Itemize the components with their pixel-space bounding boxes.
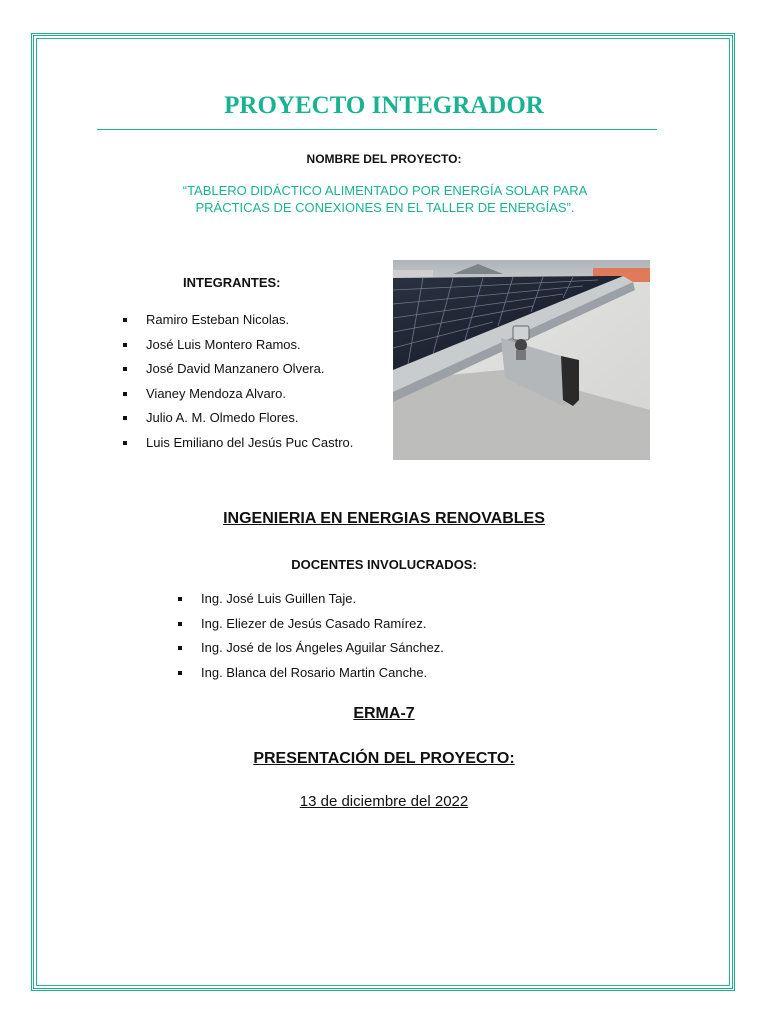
project-name: “TABLERO DIDÁCTICO ALIMENTADO POR ENERGÍA SOLAR PARA PRÁCTICAS DE CONEXIONES EN EL TALLER DE ENERGÍAS”. bbox=[182, 183, 588, 215]
career-title: INGENIERIA EN ENERGIAS RENOVABLES bbox=[223, 510, 545, 527]
members-label: INTEGRANTES: bbox=[183, 275, 281, 290]
project-name-label: NOMBRE DEL PROYECTO: bbox=[306, 152, 462, 166]
bullet-icon bbox=[178, 597, 182, 601]
bullet-icon bbox=[178, 646, 182, 650]
page-title: PROYECTO INTEGRADOR bbox=[224, 92, 544, 119]
presentation-label: PRESENTACIÓN DEL PROYECTO: bbox=[253, 750, 515, 767]
presentation-date: 13 de diciembre del 2022 bbox=[299, 793, 469, 810]
bullet-icon bbox=[178, 671, 182, 675]
bullet-icon bbox=[123, 392, 127, 396]
solar-panel-photo bbox=[393, 260, 650, 460]
group-code: ERMA-7 bbox=[353, 705, 415, 722]
bullet-icon bbox=[123, 343, 127, 347]
bullet-icon bbox=[123, 367, 127, 371]
teachers-label: DOCENTES INVOLUCRADOS: bbox=[291, 557, 477, 572]
bullet-icon bbox=[123, 318, 127, 322]
bullet-icon bbox=[123, 441, 127, 445]
title-underline bbox=[97, 129, 657, 130]
bullet-icon bbox=[123, 416, 127, 420]
bullet-icon bbox=[178, 622, 182, 626]
